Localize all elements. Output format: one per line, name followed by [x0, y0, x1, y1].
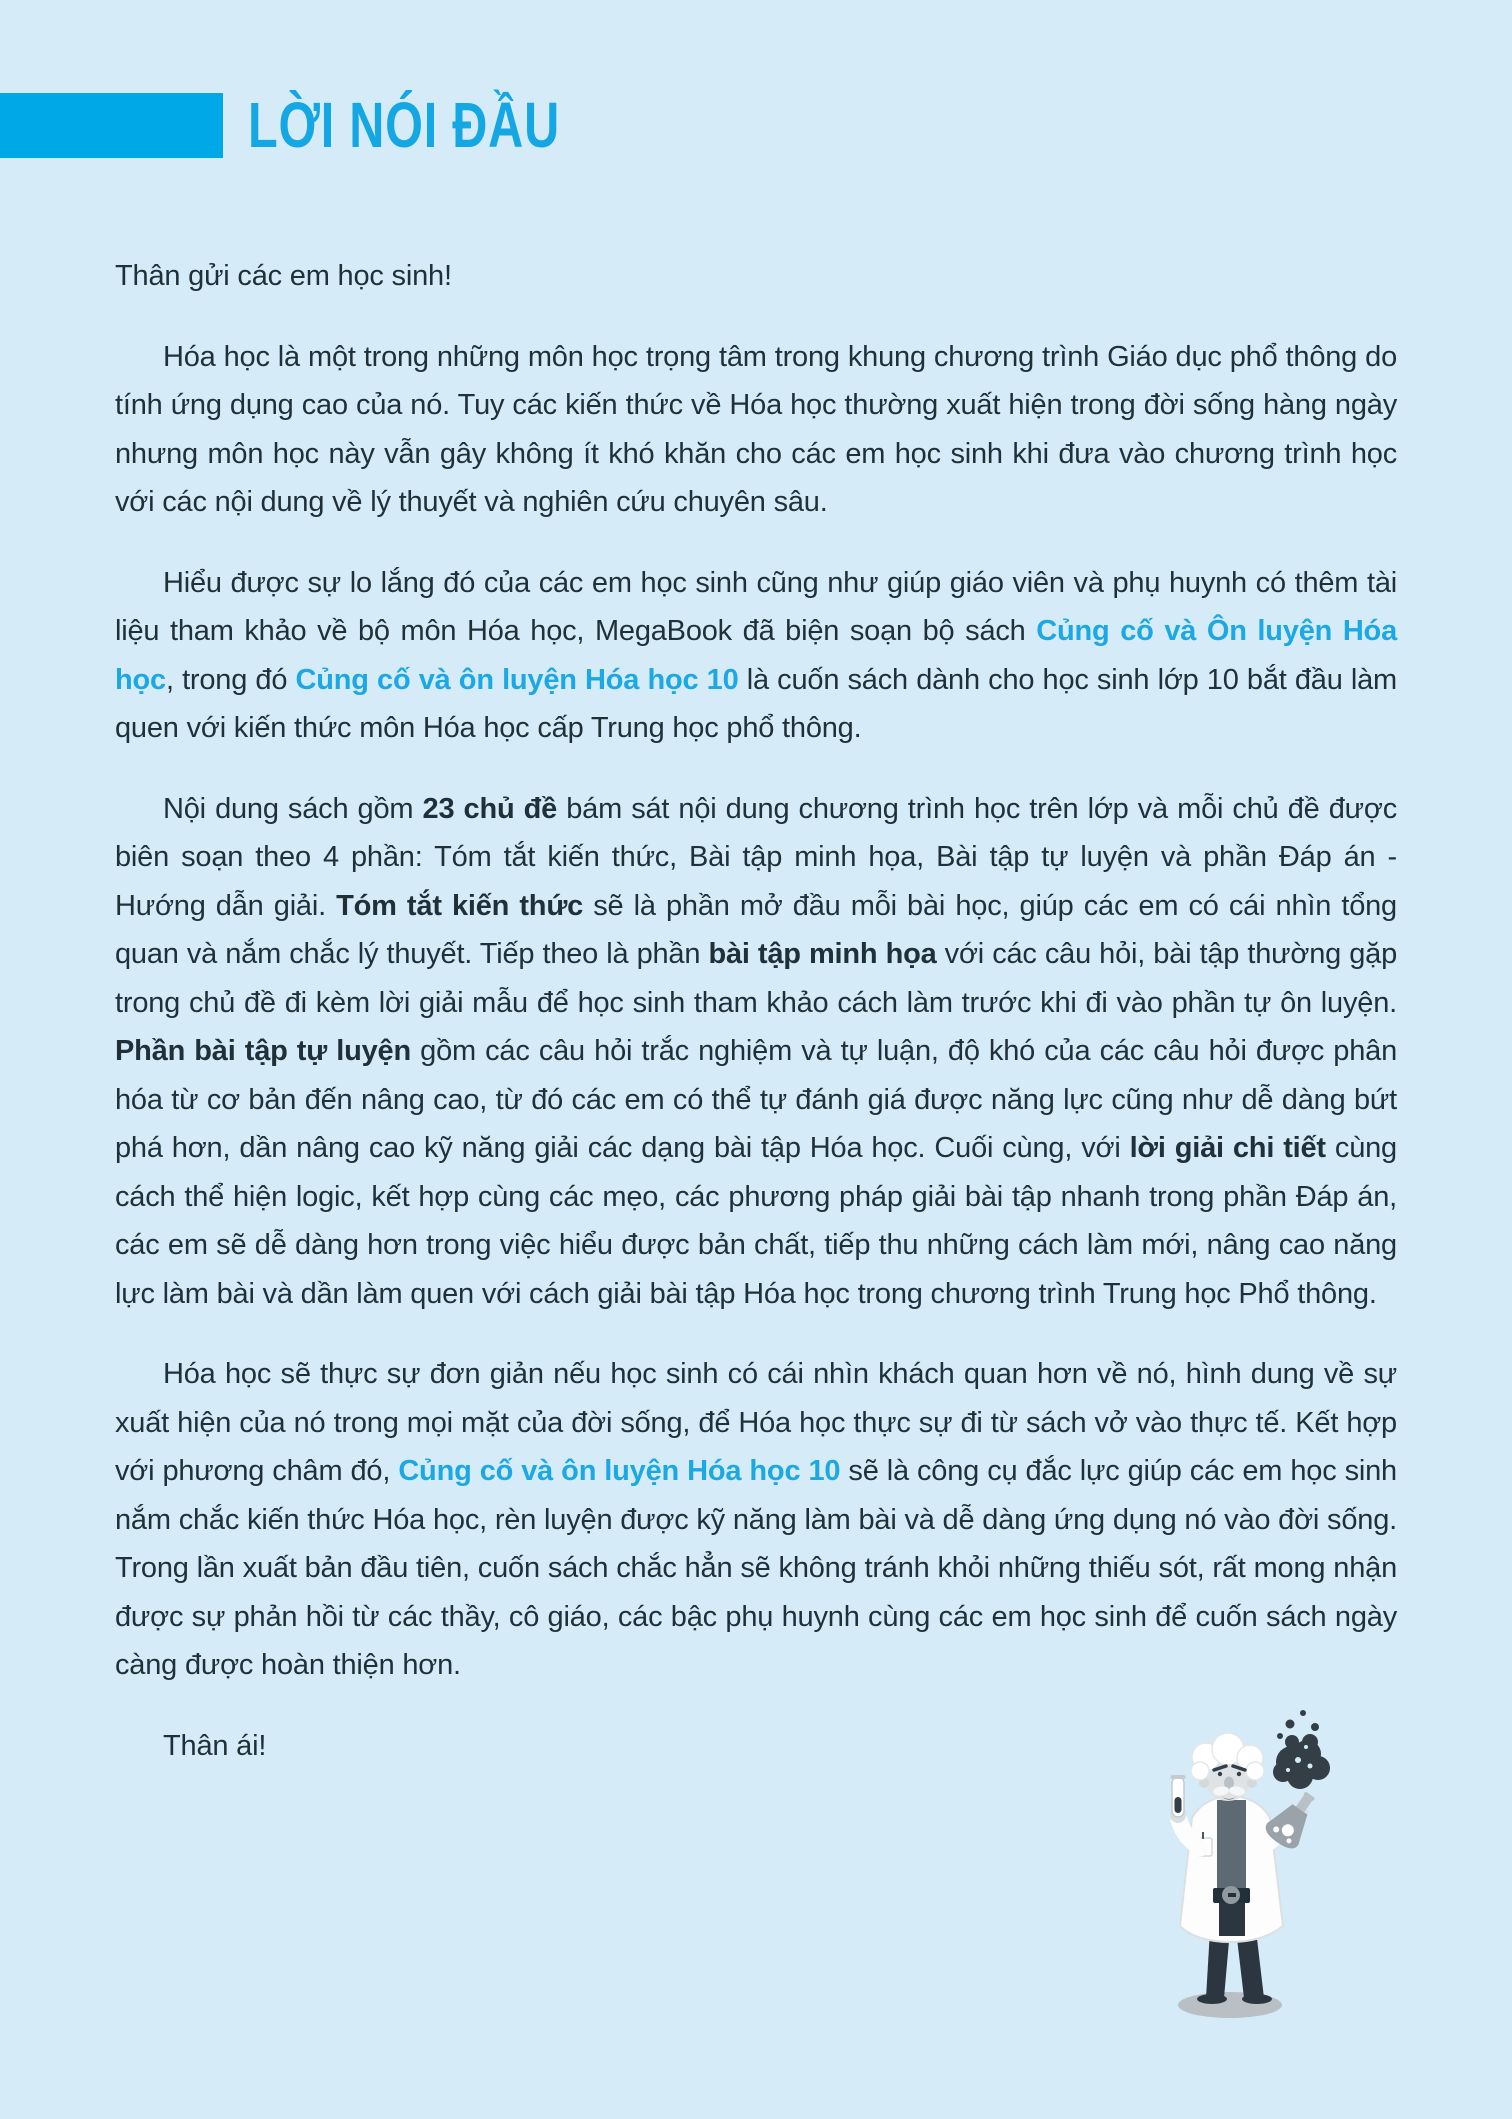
- greeting-line: Thân gửi các em học sinh!: [115, 260, 452, 292]
- text-run: bài tập minh họa: [708, 938, 937, 970]
- text-run: sẽ là phần mở đầu mỗi bài học, giúp các em có cái nhìn tổng quan và nắm chắc lý thuyết. Tiếp theo là phần: [115, 889, 1405, 970]
- text-run: Phần bài tập tự luyện: [115, 1035, 411, 1067]
- lab-coat: [1180, 1796, 1283, 1942]
- text-run: lời giải chi tiết: [1129, 1132, 1326, 1164]
- text-run: Củng cố và Ôn luyện Hóa học: [115, 615, 1405, 696]
- text-run: , trong đó: [165, 663, 296, 696]
- preface-paragraph: [115, 559, 1405, 753]
- text-run: cùng cách thể hiện logic, kết hợp cùng các mẹo, các phương pháp giải bài tập nhanh trong phần Đáp án, các em sẽ dễ dàng hơn trong việc hiểu được bản chất, tiếp thu những cách làm mới, nâng cao năng lực làm bài và dần làm quen với cách giải bài tập Hóa học trong chương trình Trung học Phổ thông.: [115, 1132, 1405, 1310]
- preface-content: [115, 252, 1405, 1770]
- text-run: là cuốn sách dành cho học sinh lớp 10 bắt đầu làm quen với kiến thức môn Hóa học cấp Trung học phổ thông.: [115, 663, 1405, 744]
- text-run: với các câu hỏi, bài tập thường gặp trong chủ đề đi kèm lời giải mẫu để học sinh tham khảo cách làm trước khi đi vào phần tự ôn luyện.: [115, 938, 1405, 1019]
- text-run: Củng cố và ôn luyện Hóa học 10: [398, 1455, 841, 1487]
- text-run: sẽ là công cụ đắc lực giúp các em học sinh nắm chắc kiến thức Hóa học, rèn luyện được kỹ năng làm bài và dễ dàng ứng dụng nó vào đời sống. Trong lần xuất bản đầu tiên, cuốn sách chắc hẳn sẽ không tránh khỏi những thiếu sót, rất mong nhận được sự phản hồi từ các thầy, cô giáo, các bậc phụ huynh cùng các em học sinh để cuốn sách ngày càng được hoàn thiện hơn.: [115, 1455, 1405, 1681]
- text-run: Hóa học là một trong những môn học trọng tâm trong khung chương trình Giáo dục phổ thông do tính ứng dụng cao của nó. Tuy các kiến thức về Hóa học thường xuất hiện trong đời sống hàng ngày nhưng môn học này vẫn gây không ít khó khăn cho các em học sinh khi đưa vào chương trình học với các nội dung về lý thuyết và nghiên cứu chuyên sâu.: [115, 340, 1405, 518]
- flask-arm: [1261, 1784, 1325, 1853]
- preface-paragraph: [115, 333, 1405, 527]
- text-run: Củng cố và ôn luyện Hóa học 10: [295, 663, 739, 696]
- text-run: Tóm tắt kiến thức: [336, 889, 584, 922]
- preface-paragraph: [115, 785, 1405, 1319]
- preface-paragraphs: [115, 333, 1405, 1690]
- text-run: 23 chủ đề: [422, 792, 558, 825]
- text-run: Hóa học sẽ thực sự đơn giản nếu học sinh có cái nhìn khách quan hơn về nó, hình dung về sự xuất hiện của nó trong mọi mặt của đời sống, để Hóa học thực sự đi từ sách vở vào thực tế. Kết hợp với phương châm đó,: [115, 1358, 1405, 1487]
- text-run: Hiểu được sự lo lắng đó của các em học sinh cũng như giúp giáo viên và phụ huynh có thêm tài liệu tham khảo về bộ môn Hóa học, MegaBook đã biện soạn bộ sách: [115, 566, 1405, 647]
- scientist-illustration: [1140, 1700, 1370, 2030]
- closing-line: Thân ái!: [163, 1729, 267, 1762]
- smoke-cloud: [1273, 1710, 1330, 1789]
- text-run: bám sát nội dung chương trình học trên lớp và mỗi chủ đề được biên soạn theo 4 phần: Tóm tắt kiến thức, Bài tập minh họa, Bài tập tự luyện và phần Đáp án - Hướng dẫn giải.: [115, 792, 1405, 922]
- text-run: gồm các câu hỏi trắc nghiệm và tự luận, độ khó của các câu hỏi được phân hóa từ cơ bản đến nâng cao, từ đó các em có thể tự đánh giá được năng lực cũng như dễ dàng bứt phá hơn, dần nâng cao kỹ năng giải các dạng bài tập Hóa học. Cuối cùng, với: [115, 1035, 1405, 1164]
- scientist-head: [1191, 1733, 1264, 1801]
- test-tube-icon: [1171, 1775, 1186, 1817]
- preface-paragraph: [115, 1350, 1405, 1690]
- page-title: LỜI NÓI ĐẦU: [248, 89, 560, 161]
- title-accent-bar: [0, 93, 223, 158]
- text-run: Nội dung sách gồm: [163, 792, 423, 825]
